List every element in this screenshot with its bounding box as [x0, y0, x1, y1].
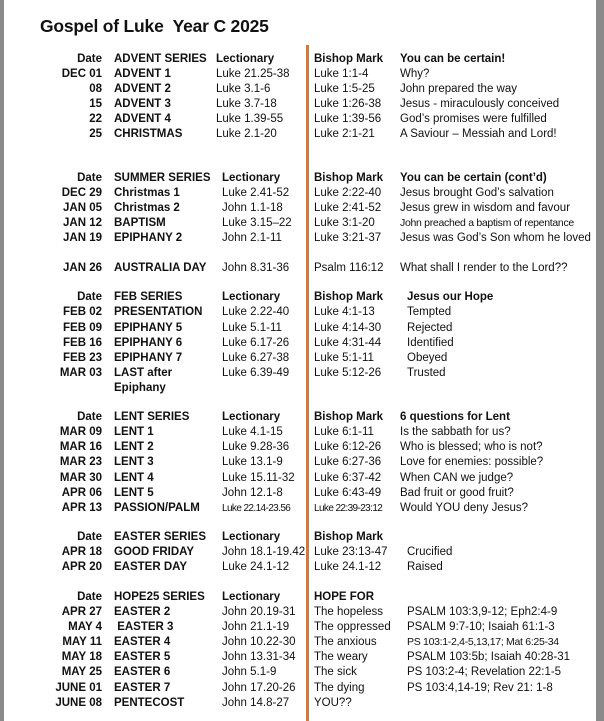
date: MAY 18 [61, 651, 102, 663]
service: PRESENTATION [114, 306, 203, 318]
advent-header [4, 52, 596, 67]
lectionary: Luke 6.27-38 [222, 352, 290, 364]
theme: John prepared the way [400, 83, 517, 95]
table-row [4, 501, 596, 516]
table-row [4, 605, 596, 620]
service: EASTER 7 [114, 682, 171, 694]
service: LAST after [114, 367, 173, 379]
lectionary: Luke 22.14-23.56 [222, 503, 291, 514]
theme: Bad fruit or good fruit? [400, 487, 514, 499]
date: APR 27 [61, 606, 102, 618]
date: MAY 25 [61, 666, 102, 678]
psalm-reading: PSALM 103:5b; Isaiah 40:28-31 [407, 651, 571, 663]
service: PASSION/PALM [114, 502, 200, 514]
theme: Love for enemies: possible? [400, 456, 544, 468]
bishop-reading: Luke 5:12-26 [314, 367, 382, 379]
lectionary: Luke 5.1-11 [222, 322, 282, 334]
bishop-reading: Luke 1:5-25 [314, 83, 375, 95]
service: AUSTRALIA DAY [114, 262, 207, 274]
header-date: Date [77, 53, 102, 65]
date: APR 06 [61, 487, 102, 499]
psalm-reading: PS 103:1-2,4-5,13,17; Mat 6:25-34 [407, 636, 559, 648]
header-series: HOPE25 SERIES [114, 591, 205, 603]
header-bishop: Bishop Mark [314, 53, 384, 65]
date: FEB 09 [63, 322, 102, 334]
hope-for: The anxious [314, 636, 377, 648]
header-theme: Jesus our Hope [407, 291, 494, 303]
table-row-australia-day [4, 261, 596, 276]
lectionary: Luke 9.28-36 [222, 441, 290, 453]
service: ADVENT 2 [114, 83, 171, 95]
bishop-reading: Luke 1:1-4 [314, 68, 369, 80]
lectionary: Luke 4.1-15 [222, 426, 283, 438]
theme: Crucified [407, 546, 453, 558]
table-row [4, 351, 596, 366]
date: JAN 12 [63, 217, 102, 229]
header-series: EASTER SERIES [114, 531, 207, 543]
theme: Jesus brought God’s salvation [400, 187, 554, 199]
table-row [4, 545, 596, 560]
date: FEB 23 [63, 352, 102, 364]
header-lectionary: Lectionary [222, 531, 281, 543]
date: JAN 19 [63, 232, 102, 244]
bishop-reading: Luke 22:39-23:12 [314, 503, 383, 514]
psalm-reading: PS 103:4,14-19; Rev 21: 1-8 [407, 682, 553, 694]
bishop-reading: Luke 24.1-12 [314, 561, 382, 573]
header-bishop: Bishop Mark [314, 531, 384, 543]
service: EASTER DAY [114, 561, 188, 573]
bishop-reading: Luke 1:26-38 [314, 98, 382, 110]
date: MAY 11 [62, 636, 102, 648]
theme: Jesus - miraculously conceived [400, 98, 560, 110]
header-date: Date [77, 411, 102, 423]
bishop-reading: Luke 3:1-20 [314, 217, 375, 229]
date: MAY 4 [68, 621, 102, 633]
lectionary: Luke 2.1-20 [216, 128, 277, 140]
service-continuation: Epiphany [114, 382, 166, 394]
service: LENT 3 [114, 456, 154, 468]
service: GOOD FRIDAY [114, 546, 195, 558]
lectionary: John 2.1-11 [222, 232, 282, 244]
bishop-reading: Luke 2:1-21 [314, 128, 375, 140]
lectionary: Luke 24.1-12 [222, 561, 290, 573]
date: 25 [89, 128, 102, 140]
header-lectionary: Lectionary [216, 53, 275, 65]
service: EPIPHANY 2 [114, 232, 183, 244]
date: MAR 09 [59, 426, 102, 438]
table-row [4, 366, 596, 381]
date: MAR 16 [59, 441, 102, 453]
table-row [4, 486, 596, 501]
header-theme: You can be certain (cont’d) [400, 172, 547, 184]
theme: Why? [400, 68, 430, 80]
table-row [4, 97, 596, 112]
bishop-reading: Luke 6:37-42 [314, 472, 382, 484]
service: ADVENT 4 [114, 113, 171, 125]
lectionary: John 13.31-34 [222, 651, 296, 663]
service: Christmas 2 [114, 202, 180, 214]
header-date: Date [77, 591, 102, 603]
lectionary: John 1.1-18 [222, 202, 283, 214]
hope-for: The sick [314, 666, 357, 678]
date: APR 18 [61, 546, 102, 558]
date: MAR 03 [59, 367, 102, 379]
table-row [4, 216, 596, 231]
lectionary: Luke 6.39-49 [222, 367, 290, 379]
page-title: Gospel of Luke Year C 2025 [40, 16, 269, 36]
date: 15 [89, 98, 102, 110]
service: EASTER 4 [114, 636, 171, 648]
table-row [4, 696, 596, 711]
bishop-reading: Psalm 116:12 [314, 262, 384, 274]
bishop-reading: Luke 2:41-52 [314, 202, 382, 214]
table-row [4, 127, 596, 142]
bishop-reading: Luke 3:21-37 [314, 232, 382, 244]
date: DEC 01 [61, 68, 102, 80]
theme: Jesus grew in wisdom and favour [400, 202, 571, 214]
service: LENT 1 [114, 426, 154, 438]
hope-for: The hopeless [314, 606, 384, 618]
lectionary: John 14.8-27 [222, 697, 290, 709]
lectionary: John 21.1-19 [222, 621, 290, 633]
lectionary: John 8.31-36 [222, 262, 290, 274]
header-bishop: Bishop Mark [314, 291, 384, 303]
date: APR 13 [61, 502, 102, 514]
date: FEB 16 [63, 337, 102, 349]
theme: God’s promises were fulfilled [400, 113, 547, 125]
date: FEB 02 [63, 306, 102, 318]
date: APR 20 [61, 561, 102, 573]
bishop-reading: Luke 23:13-47 [314, 546, 388, 558]
header-theme: You can be certain! [400, 53, 506, 65]
header-lectionary: Lectionary [222, 172, 281, 184]
table-row [4, 186, 596, 201]
header-lectionary: Lectionary [222, 291, 281, 303]
lectionary: John 18.1-19.42 [222, 546, 306, 558]
table-row [4, 321, 596, 336]
service: EASTER 6 [114, 666, 171, 678]
theme: Is the sabbath for us? [400, 426, 511, 438]
table-row-continuation [4, 381, 596, 396]
table-row [4, 231, 596, 246]
date: MAR 30 [59, 472, 102, 484]
header-theme: 6 questions for Lent [400, 411, 510, 423]
lectionary: Luke 3.1-6 [216, 83, 271, 95]
header-hope-for: HOPE FOR [314, 591, 375, 603]
theme: Rejected [407, 322, 453, 334]
header-series: LENT SERIES [114, 411, 190, 423]
psalm-reading: PSALM 9:7-10; Isaiah 61:1-3 [407, 621, 555, 633]
date: DEC 29 [61, 187, 102, 199]
lectionary: Luke 15.11-32 [222, 472, 295, 484]
theme: Identified [407, 337, 454, 349]
service: EPIPHANY 6 [114, 337, 183, 349]
bishop-reading: Luke 6:27-36 [314, 456, 382, 468]
table-row [4, 305, 596, 320]
table-row [4, 425, 596, 440]
bishop-reading: Luke 6:12-26 [314, 441, 382, 453]
table-row [4, 681, 596, 696]
summer-header [4, 171, 596, 186]
theme: John preached a baptism of repentance [400, 217, 574, 229]
date: JAN 05 [63, 202, 102, 214]
lectionary: Luke 2.22-40 [222, 306, 290, 318]
bishop-reading: Luke 2:22-40 [314, 187, 382, 199]
service: EPIPHANY 7 [114, 352, 183, 364]
lectionary: Luke 13.1-9 [222, 456, 283, 468]
table-row [4, 201, 596, 216]
header-bishop: Bishop Mark [314, 172, 384, 184]
feb-header [4, 290, 596, 305]
date: 22 [89, 113, 102, 125]
theme: Would YOU deny Jesus? [400, 502, 529, 514]
bishop-reading: Luke 6:43-49 [314, 487, 382, 499]
hope-for: The weary [314, 651, 368, 663]
service: EASTER 3 [114, 621, 174, 633]
theme: Who is blessed; who is not? [400, 441, 543, 453]
lectionary: John 12.1-8 [222, 487, 283, 499]
header-series: FEB SERIES [114, 291, 183, 303]
lectionary: John 17.20-26 [222, 682, 296, 694]
lent-header [4, 410, 596, 425]
hope-for: YOU?? [314, 697, 352, 709]
header-date: Date [77, 531, 102, 543]
service: LENT 4 [114, 472, 154, 484]
bishop-reading: Luke 4:31-44 [314, 337, 382, 349]
bishop-reading: Luke 4:14-30 [314, 322, 382, 334]
header-series: ADVENT SERIES [114, 53, 207, 65]
header-date: Date [77, 291, 102, 303]
service: Christmas 1 [114, 187, 180, 199]
header-lectionary: Lectionary [222, 411, 281, 423]
header-date: Date [77, 172, 102, 184]
table-row [4, 336, 596, 351]
header-series: SUMMER SERIES [114, 172, 211, 184]
table-row [4, 440, 596, 455]
service: ADVENT 3 [114, 98, 171, 110]
lectionary: Luke 1.39-55 [216, 113, 284, 125]
hope-header [4, 590, 596, 605]
header-bishop: Bishop Mark [314, 411, 384, 423]
table-row [4, 635, 596, 650]
theme: A Saviour – Messiah and Lord! [400, 128, 557, 140]
lectionary: Luke 3.7-18 [216, 98, 277, 110]
header-lectionary: Lectionary [222, 591, 281, 603]
theme: When CAN we judge? [400, 472, 514, 484]
psalm-reading: PS 103:2-4; Revelation 22:1-5 [407, 666, 562, 678]
easter-header [4, 530, 596, 545]
lectionary: Luke 3.15–22 [222, 217, 292, 229]
lectionary: Luke 6.17-26 [222, 337, 290, 349]
lectionary: Luke 2.41-52 [222, 187, 290, 199]
table-row [4, 82, 596, 97]
bishop-reading: Luke 5:1-11 [314, 352, 374, 364]
theme: Jesus was God’s Son whom he loved [400, 232, 591, 244]
hope-for: The dying [314, 682, 365, 694]
service: LENT 5 [114, 487, 154, 499]
service: BAPTISM [114, 217, 166, 229]
service: CHRISTMAS [114, 128, 183, 140]
theme: Obeyed [407, 352, 448, 364]
bishop-reading: Luke 4:1-13 [314, 306, 375, 318]
lectionary: John 10.22-30 [222, 636, 296, 648]
table-row [4, 67, 596, 82]
bishop-reading: Luke 6:1-11 [314, 426, 374, 438]
hope-for: The oppressed [314, 621, 391, 633]
table-row [4, 471, 596, 486]
date: MAR 23 [59, 456, 102, 468]
theme: What shall I render to the Lord?? [400, 262, 568, 274]
service: EASTER 2 [114, 606, 171, 618]
document-page [4, 0, 596, 721]
lectionary: John 5.1-9 [222, 666, 277, 678]
table-row [4, 455, 596, 470]
theme: Tempted [407, 306, 452, 318]
date: 08 [89, 83, 102, 95]
table-row [4, 650, 596, 665]
date: JUNE 01 [55, 682, 102, 694]
table-row [4, 620, 596, 635]
table-row [4, 560, 596, 575]
service: ADVENT 1 [114, 68, 171, 80]
service: PENTECOST [114, 697, 185, 709]
theme: Raised [407, 561, 443, 573]
theme: Trusted [407, 367, 446, 379]
lectionary: Luke 21.25-38 [216, 68, 290, 80]
service: EPIPHANY 5 [114, 322, 183, 334]
date: JUNE 08 [55, 697, 102, 709]
service: LENT 2 [114, 441, 154, 453]
service: EASTER 5 [114, 651, 171, 663]
table-row [4, 112, 596, 127]
bishop-reading: Luke 1:39-56 [314, 113, 382, 125]
table-row [4, 665, 596, 680]
psalm-reading: PSALM 103:3,9-12; Eph2:4-9 [407, 606, 558, 618]
lectionary: John 20.19-31 [222, 606, 296, 618]
date: JAN 26 [63, 262, 102, 274]
